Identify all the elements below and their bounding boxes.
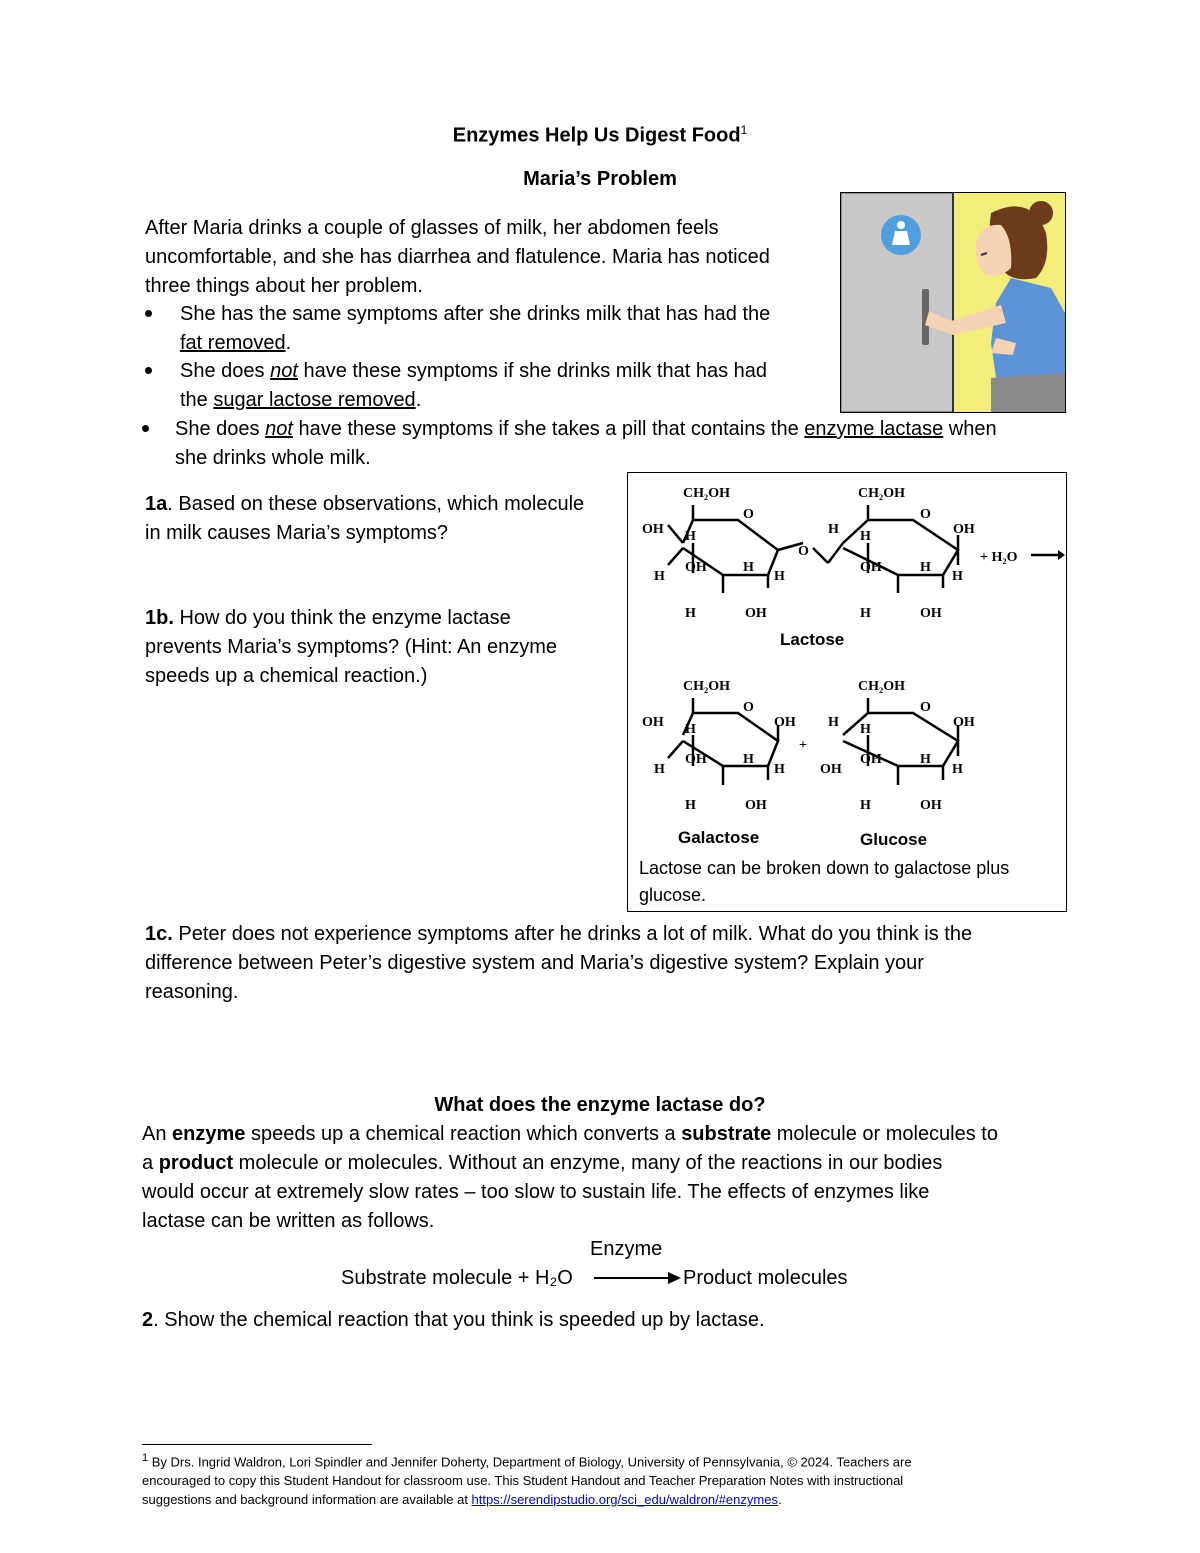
footnote: $^1$ By Drs. Ingrid Waldron, Lori Spindler and Jennifer Doherty, Department of Biology, University of Pennsylvania, © 2024. Teachers are encouraged to copy this Student Handout for classroom use. This Student Handout and Teacher Preparation Notes with instructional suggestions and background information are available at https://serendipstudio.org/sci_edu/waldron/#enzymes. xyxy=(142,1452,912,1508)
footnote-number: 1 xyxy=(142,1452,149,1464)
ring-oxygen-label: O xyxy=(743,700,754,715)
oh-label: OH xyxy=(745,798,767,813)
ch2oh-label: CH₂OH xyxy=(683,486,730,501)
observation-bullet-2: She does not have these symptoms if she drinks milk that has had the sugar lactose removed. xyxy=(180,360,767,411)
h-label: H xyxy=(743,752,754,767)
footnote-divider xyxy=(142,1444,372,1445)
section-heading-lactase: What does the enzyme lactase do? xyxy=(434,1094,766,1116)
h-label: H xyxy=(920,560,931,575)
water-label: + H₂O xyxy=(980,550,1018,565)
oh-label: OH xyxy=(860,560,882,575)
galactose-label: Galactose xyxy=(678,828,760,847)
h-label: H xyxy=(828,715,839,730)
enzymes-resource-link[interactable]: https://serendipstudio.org/sci_edu/waldron/#enzymes xyxy=(471,1492,778,1508)
lactose-figure xyxy=(627,472,1067,912)
equation-substrate: Substrate molecule + H₂O xyxy=(341,1267,573,1289)
question-2: 2. Show the chemical reaction that you think is speeded up by lactase. xyxy=(142,1309,765,1331)
observation-bullet-3: She does not have these symptoms if she takes a pill that contains the enzyme lactase when she drinks whole milk. xyxy=(175,418,997,469)
glycosidic-oxygen-label: O xyxy=(798,544,809,559)
ring-oxygen-label: O xyxy=(743,507,754,522)
oh-label: OH xyxy=(920,606,942,621)
question-1b: 1b. How do you think the enzyme lactase prevents Maria’s symptoms? (Hint: An enzyme speeds up a chemical reaction.) xyxy=(145,607,558,687)
ch2oh-label: CH₂OH xyxy=(858,679,905,694)
glucose-label: Glucose xyxy=(860,830,928,849)
figure-caption: Lactose can be broken down to galactose plus glucose. xyxy=(639,858,1010,905)
title-footnote-ref: 1 xyxy=(740,123,748,137)
oh-label: OH xyxy=(820,762,842,777)
h-label: H xyxy=(860,606,871,621)
oh-label: OH xyxy=(953,715,975,730)
oh-label: OH xyxy=(642,522,664,537)
oh-label: OH xyxy=(745,606,767,621)
h-label: H xyxy=(654,762,665,777)
equation-enzyme-label: Enzyme xyxy=(590,1238,663,1260)
intro-paragraph: After Maria drinks a couple of glasses of milk, her abdomen feels uncomfortable, and she has diarrhea and flatulence. Maria has noticed three things about her problem. xyxy=(145,217,770,297)
question-1c: 1c. Peter does not experience symptoms after he drinks a lot of milk. What do you think is the difference between Peter’s digestive system and Maria’s digestive system? Explain your reasoning. xyxy=(145,923,973,1003)
h-label: H xyxy=(952,762,963,777)
ring-oxygen-label: O xyxy=(920,507,931,522)
h-label: H xyxy=(685,529,696,544)
ch2oh-label: CH₂OH xyxy=(858,486,905,501)
h-label: H xyxy=(860,529,871,544)
bullet-marker xyxy=(142,425,149,432)
maria-illustration xyxy=(840,192,1066,413)
h-label: H xyxy=(685,798,696,813)
enzyme-explanation-paragraph: An enzyme speeds up a chemical reaction which converts a substrate molecule or molecules to a product molecule or molecules. Without an enzyme, many of the reactions in our bodies would occur at extremely slow rates – too slow to sustain life. The effects of enzymes like lactase can be written as follows. xyxy=(142,1123,998,1232)
h-label: H xyxy=(743,560,754,575)
h-label: H xyxy=(685,722,696,737)
h-label: H xyxy=(774,569,785,584)
oh-label: OH xyxy=(685,560,707,575)
h-label: H xyxy=(654,569,665,584)
lactose-label: Lactose xyxy=(780,630,845,649)
h-label: H xyxy=(860,798,871,813)
h-label: H xyxy=(860,722,871,737)
section-heading-marias-problem: Maria’s Problem xyxy=(523,168,677,190)
oh-label: OH xyxy=(953,522,975,537)
lactose-structure-diagram xyxy=(628,473,1065,853)
oh-label: OH xyxy=(920,798,942,813)
ch2oh-label: CH₂OH xyxy=(683,679,730,694)
bullet-marker xyxy=(145,367,152,374)
bullet-marker xyxy=(145,310,152,317)
h-label: H xyxy=(920,752,931,767)
observation-bullet-1: She has the same symptoms after she drinks milk that has had the fat removed. xyxy=(180,303,771,354)
oh-label: OH xyxy=(860,752,882,767)
oh-label: OH xyxy=(774,715,796,730)
h-label: H xyxy=(952,569,963,584)
h-label: H xyxy=(774,762,785,777)
oh-label: OH xyxy=(642,715,664,730)
maria-bathroom-drawing xyxy=(841,193,1065,412)
equation-products: Product molecules xyxy=(683,1267,848,1289)
question-1a: 1a. Based on these observations, which molecule in milk causes Maria’s symptoms? xyxy=(145,493,585,544)
h-label: H xyxy=(685,606,696,621)
oh-label: OH xyxy=(685,752,707,767)
page-title: Enzymes Help Us Digest Food$^1$ xyxy=(452,123,748,147)
reaction-arrow-icon xyxy=(592,1270,682,1286)
plus-sign: + xyxy=(799,738,807,753)
h-label: H xyxy=(828,522,839,537)
ring-oxygen-label: O xyxy=(920,700,931,715)
